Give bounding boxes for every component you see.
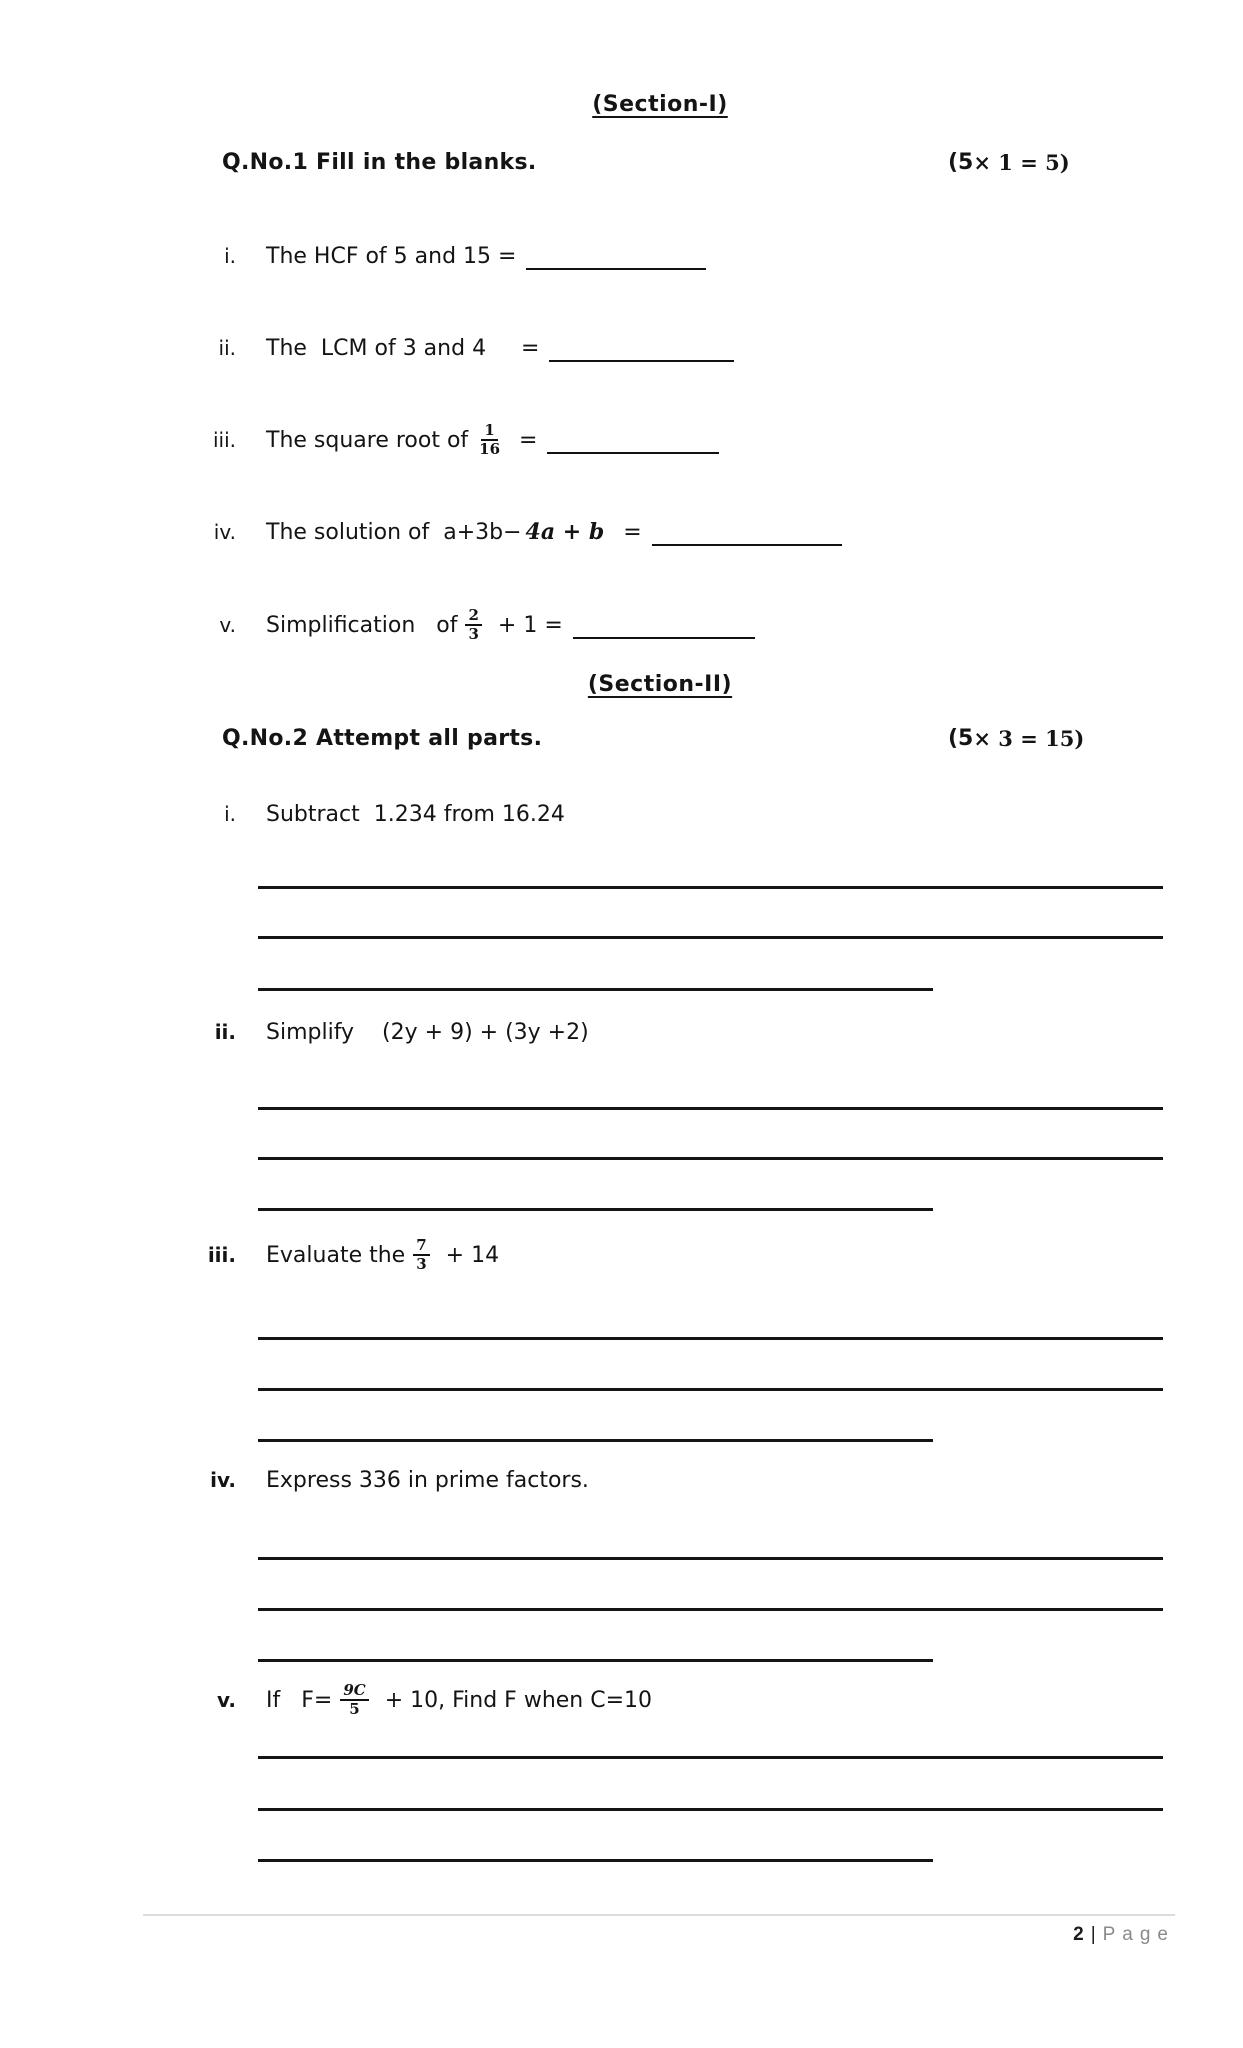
footer-separator: |	[1090, 1924, 1096, 1945]
item-number: ii.	[214, 1020, 236, 1044]
answer-blank	[547, 450, 719, 454]
footer	[950, 1924, 1175, 1946]
answer-line	[258, 1756, 1163, 1759]
answer-line	[258, 1808, 1163, 1811]
q2-item-ii	[140, 1014, 1180, 1050]
answer-blank	[526, 266, 706, 270]
answer-line	[258, 936, 1163, 939]
item-text: Simplification of	[266, 612, 458, 638]
item-text: Simplify (2y + 9) + (3y +2)	[266, 1019, 589, 1045]
answer-line	[258, 1557, 1163, 1560]
fraction-denominator: 5	[349, 1700, 360, 1718]
item-text: The HCF of 5 and 15 =	[266, 243, 517, 269]
fraction	[413, 1237, 429, 1274]
answer-line	[258, 988, 933, 991]
item-text-after: + 1 =	[497, 612, 563, 638]
answer-line	[258, 1157, 1163, 1160]
item-number: i.	[224, 244, 236, 268]
footer-page-label: Page	[1102, 1924, 1175, 1945]
item-number: v.	[219, 613, 236, 637]
item-text-after: =	[519, 427, 538, 453]
q2-item-i	[140, 796, 1180, 832]
item-text: The LCM of 3 and 4 =	[266, 335, 540, 361]
answer-line	[258, 1107, 1163, 1110]
q1-marks-rest: × 1 = 5)	[973, 150, 1070, 175]
fraction	[340, 1682, 368, 1719]
fraction-numerator: 9C	[340, 1682, 368, 1701]
footer-page-number: 2	[1073, 1924, 1084, 1945]
item-text-after: + 10, Find F when C=10	[384, 1687, 653, 1713]
fraction-denominator: 3	[468, 625, 479, 643]
item-number: iii.	[207, 1243, 236, 1267]
answer-line	[258, 1659, 933, 1662]
q2-marks-rest: × 3 = 15)	[973, 726, 1085, 751]
q1-item-iv	[140, 514, 1180, 550]
q1-marks	[948, 150, 1070, 175]
item-text-after: =	[616, 519, 642, 545]
fraction-numerator: 2	[465, 607, 481, 626]
item-number: iv.	[210, 1468, 236, 1492]
answer-line	[258, 1388, 1163, 1391]
q2-marks	[948, 726, 1084, 751]
q2-title: Q.No.2 Attempt all parts.	[222, 726, 543, 751]
section-2-heading: (Section-II)	[587, 672, 733, 697]
fraction-denominator: 3	[416, 1255, 427, 1273]
q1-marks-prefix: (5	[948, 150, 974, 175]
item-text-after: + 14	[445, 1242, 500, 1268]
fraction-numerator: 1	[481, 422, 497, 441]
q2-item-iv	[140, 1462, 1180, 1498]
section-1-heading: (Section-I)	[592, 92, 728, 117]
item-math-expression: 4a + b	[525, 519, 605, 545]
answer-line	[258, 1608, 1163, 1611]
q2-item-v	[140, 1668, 1180, 1732]
answer-line	[258, 1859, 933, 1862]
q1-item-i	[140, 238, 1180, 274]
answer-blank	[549, 358, 734, 362]
q2-marks-prefix: (5	[948, 726, 974, 751]
item-number: ii.	[218, 336, 236, 360]
footer-divider	[143, 1914, 1175, 1916]
answer-blank	[652, 542, 842, 546]
item-text: Express 336 in prime factors.	[266, 1467, 589, 1493]
answer-blank	[573, 635, 755, 639]
answer-line	[258, 886, 1163, 889]
fraction-denominator: 16	[479, 440, 501, 458]
q2-item-iii	[140, 1223, 1180, 1287]
item-text: If F=	[266, 1687, 333, 1713]
answer-line	[258, 1337, 1163, 1340]
item-text: The solution of a+3b−	[266, 519, 522, 545]
fraction-numerator: 7	[413, 1237, 429, 1256]
fraction	[476, 422, 503, 459]
item-text: Evaluate the	[266, 1242, 406, 1268]
q1-title: Q.No.1 Fill in the blanks.	[222, 150, 537, 175]
fraction	[465, 607, 481, 644]
item-text: The square root of	[266, 427, 469, 453]
q1-item-iii	[140, 408, 1180, 472]
item-number: v.	[216, 1688, 236, 1712]
answer-line	[258, 1439, 933, 1442]
q1-item-v	[140, 593, 1180, 657]
item-number: iii.	[212, 428, 236, 452]
item-number: iv.	[213, 520, 236, 544]
answer-line	[258, 1208, 933, 1211]
item-text: Subtract 1.234 from 16.24	[266, 801, 565, 827]
q1-item-ii	[140, 330, 1180, 366]
item-number: i.	[224, 802, 236, 826]
